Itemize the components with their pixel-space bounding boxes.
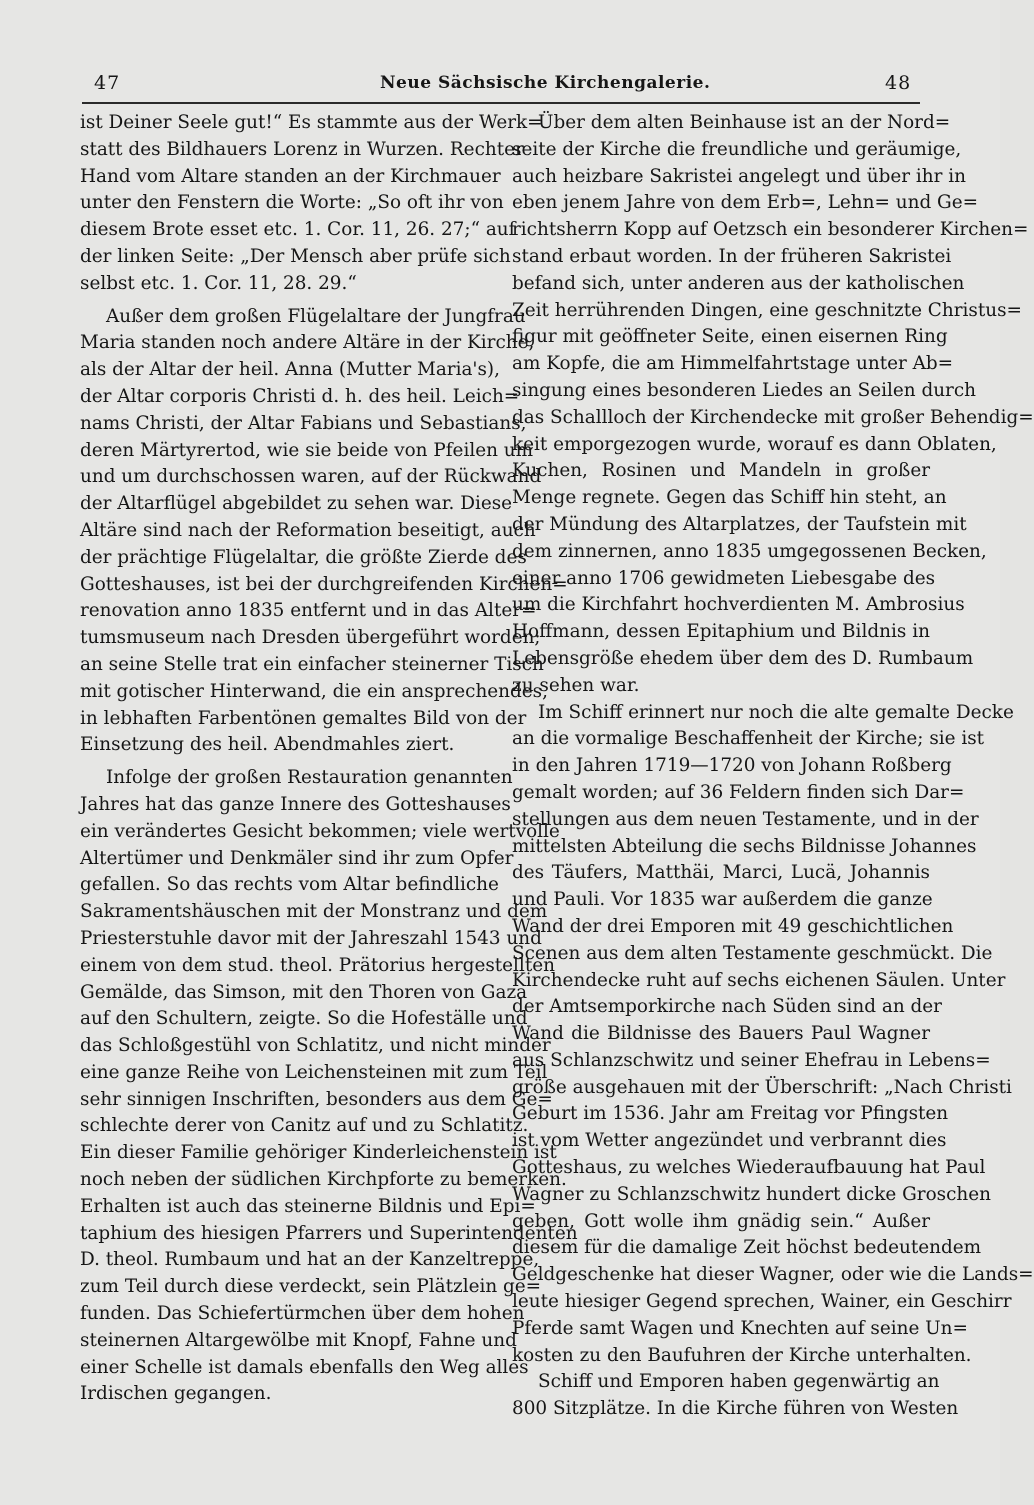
text-line: an die vormalige Beschaffenheit der Kirche; sie ist — [512, 728, 985, 750]
text-line: aus Schlanzschwitz und seiner Ehefrau in Lebens= — [512, 1049, 991, 1071]
text-line: Hand vom Altare standen an der Kirchmauer — [80, 165, 501, 187]
text-line: einer anno 1706 gewidmeten Liebesgabe des — [512, 567, 936, 589]
text-line: seite der Kirche die freundliche und geräumige, — [512, 138, 962, 160]
text-line: geben, Gott wolle ihm gnädig sein.“ Außer — [512, 1210, 930, 1232]
text-line: Altertümer und Denkmäler sind ihr zum Opfer — [80, 847, 514, 869]
text-line: Über dem alten Beinhause ist an der Nord= — [538, 112, 951, 133]
text-line: selbst etc. 1. Cor. 11, 28. 29.“ — [80, 272, 357, 294]
text-line: funden. Das Schiefertürmchen über dem hohen — [80, 1303, 525, 1325]
text-line: an seine Stelle trat ein einfacher steinerner Tisch — [80, 653, 544, 675]
text-line: Scenen aus dem alten Testamente geschmückt. Die — [512, 942, 993, 964]
right-column — [512, 110, 1034, 1423]
text-line: der Altarflügel abgebildet zu sehen war. Diese — [80, 493, 513, 515]
text-line: ist Deiner Seele gut!“ Es stammte aus der Werk= — [80, 112, 543, 133]
text-line: einer Schelle ist damals ebenfalls den Weg alles — [80, 1356, 529, 1378]
page-number-left: 47 — [94, 72, 121, 94]
text-line: Sakramentshäuschen mit der Monstranz und dem — [80, 901, 548, 923]
text-line: stand erbaut worden. In der früheren Sakristei — [512, 245, 952, 267]
text-line: nams Christi, der Altar Fabians und Sebastians, — [80, 412, 527, 434]
text-line: Kirchendecke ruht auf sechs eichenen Säulen. Unter — [512, 969, 1006, 991]
page-number-right: 48 — [885, 72, 912, 94]
text-line: figur mit geöffneter Seite, einen eisernen Ring — [512, 326, 948, 348]
text-line: Einsetzung des heil. Abendmahles ziert. — [80, 734, 455, 756]
text-line: das Schloßgestühl von Schlatitz, und nicht minder — [80, 1035, 551, 1057]
text-line: Erhalten ist auch das steinerne Bildnis und Epi= — [80, 1195, 536, 1217]
text-line: Altäre sind nach der Reformation beseitigt, auch — [80, 519, 536, 541]
text-line: das Schallloch der Kirchendecke mit großer Behendig= — [512, 406, 1034, 428]
text-line: befand sich, unter anderen aus der katholischen — [512, 272, 965, 294]
text-line: Außer dem großen Flügelaltare der Jungfrau — [106, 305, 526, 327]
text-line: D. theol. Rumbaum und hat an der Kanzeltreppe, — [80, 1249, 540, 1271]
text-line: ist vom Wetter angezündet und verbrannt dies — [512, 1130, 947, 1152]
text-line: als der Altar der heil. Anna (Mutter Maria's), — [80, 359, 500, 381]
text-line: gefallen. So das rechts vom Altar befindliche — [80, 874, 499, 896]
text-line: tumsmuseum nach Dresden übergeführt worden; — [80, 627, 541, 649]
text-line: um die Kirchfahrt hochverdienten M. Ambrosius — [512, 594, 965, 616]
text-line: Schiff und Emporen haben gegenwärtig an — [538, 1371, 940, 1393]
text-line: schlechte derer von Canitz auf und zu Schlatitz. — [80, 1115, 529, 1137]
text-line: 800 Sitzplätze. In die Kirche führen von Westen — [512, 1398, 959, 1420]
text-line: Geldgeschenke hat dieser Wagner, oder wie die Lands= — [512, 1264, 1034, 1286]
text-line: Wand die Bildnisse des Bauers Paul Wagner — [512, 1023, 930, 1045]
text-line: Im Schiff erinnert nur noch die alte gemalte Decke — [538, 701, 1014, 723]
text-line: dem zinnernen, anno 1835 umgegossenen Becken, — [512, 540, 987, 562]
text-line: Wand der drei Emporen mit 49 geschichtlichen — [512, 915, 954, 937]
text-line: gemalt worden; auf 36 Feldern finden sich Dar= — [512, 781, 965, 803]
text-line: in den Jahren 1719—1720 von Johann Roßberg — [512, 755, 952, 777]
text-line: Irdischen gegangen. — [80, 1383, 272, 1405]
text-line: eine ganze Reihe von Leichensteinen mit zum Teil — [80, 1061, 548, 1083]
text-line: Lebensgröße ehedem über dem des D. Rumbaum — [512, 647, 974, 669]
text-line: steinernen Altargewölbe mit Knopf, Fahne und — [80, 1329, 517, 1351]
text-line: mittelsten Abteilung die sechs Bildnisse Johannes — [512, 835, 977, 857]
text-line: Gotteshaus, zu welches Wiederaufbauung hat Paul — [512, 1157, 986, 1179]
text-line: Maria standen noch andere Altäre in der Kirche, — [80, 332, 535, 354]
text-line: mit gotischer Hinterwand, die ein ansprechendes, — [80, 680, 548, 702]
header-rule — [82, 102, 920, 104]
text-line: und um durchschossen waren, auf der Rückwand — [80, 466, 542, 488]
text-line: kosten zu den Baufuhren der Kirche unterhalten. — [512, 1344, 972, 1366]
text-line: Ein dieser Familie gehöriger Kinderleichenstein ist — [80, 1142, 557, 1164]
text-line: auf den Schultern, zeigte. So die Hofeställe und — [80, 1008, 528, 1030]
text-line: Gemälde, das Simson, mit den Thoren von Gaza — [80, 981, 528, 1003]
text-line: Wagner zu Schlanzschwitz hundert dicke Groschen — [512, 1183, 991, 1205]
text-line: Geburt im 1536. Jahr am Freitag vor Pfingsten — [512, 1103, 949, 1125]
text-line: stellungen aus dem neuen Testamente, und in der — [512, 808, 979, 830]
text-line: am Kopfe, die am Himmelfahrtstage unter Ab= — [512, 353, 954, 375]
text-line: Pferde samt Wagen und Knechten auf seine Un= — [512, 1317, 968, 1339]
text-line: auch heizbare Sakristei angelegt und über ihr in — [512, 165, 966, 187]
text-line: diesem für die damalige Zeit höchst bedeutendem — [512, 1237, 982, 1259]
text-line: diesem Brote esset etc. 1. Cor. 11, 26. 27;“ auf — [80, 219, 516, 241]
text-line: Menge regnete. Gegen das Schiff hin steht, an — [512, 487, 947, 509]
text-line: Zeit herrührenden Dingen, eine geschnitzte Christus= — [512, 299, 1022, 321]
text-line: größe ausgehauen mit der Überschrift: „Nach Christi — [512, 1076, 1012, 1098]
text-line: der prächtige Flügelaltar, die größte Zierde des — [80, 546, 527, 568]
text-line: Priesterstuhle davor mit der Jahreszahl 1543 und — [80, 927, 542, 949]
text-line: keit emporgezogen wurde, worauf es dann Oblaten, — [512, 433, 997, 455]
running-title: Neue Sächsische Kirchengalerie. — [380, 73, 711, 93]
text-line: in lebhaften Farbentönen gemaltes Bild von der — [80, 707, 527, 729]
text-line: Jahres hat das ganze Innere des Gotteshauses — [80, 793, 511, 815]
text-line: der linken Seite: „Der Mensch aber prüfe sich — [80, 245, 511, 267]
text-line: Gotteshauses, ist bei der durchgreifenden Kirchen= — [80, 573, 568, 595]
text-line: sehr sinnigen Inschriften, besonders aus dem Ge= — [80, 1088, 553, 1110]
text-line: ein verändertes Gesicht bekommen; viele wertvolle — [80, 820, 560, 842]
text-line: der Amtsemporkirche nach Süden sind an der — [512, 996, 942, 1018]
text-line: singung eines besonderen Liedes an Seilen durch — [512, 379, 976, 401]
text-line: zu sehen war. — [512, 674, 640, 696]
text-line: Hoffmann, dessen Epitaphium und Bildnis in — [512, 621, 930, 643]
text-line: zum Teil durch diese verdeckt, sein Plätzlein ge= — [80, 1276, 542, 1298]
left-column — [80, 110, 578, 1408]
text-line: Kuchen, Rosinen und Mandeln in großer — [512, 460, 930, 482]
text-line: deren Märtyrertod, wie sie beide von Pfeilen um — [80, 439, 534, 461]
text-line: statt des Bildhauers Lorenz in Wurzen. Rechter — [80, 138, 524, 160]
text-line: leute hiesiger Gegend sprechen, Wainer, ein Geschirr — [512, 1291, 1012, 1313]
text-line: Infolge der großen Restauration genannten — [106, 767, 513, 789]
text-line: taphium des hiesigen Pfarrers und Superintendenten — [80, 1222, 578, 1244]
text-line: renovation anno 1835 entfernt und in das Alter= — [80, 600, 537, 622]
text-line: und Pauli. Vor 1835 war außerdem die ganze — [512, 889, 933, 911]
text-line: der Mündung des Altarplatzes, der Taufstein mit — [512, 513, 967, 535]
text-line: des Täufers, Matthäi, Marci, Lucä, Johannis — [512, 862, 930, 884]
text-line: richtsherrn Kopp auf Oetzsch ein besonderer Kirchen= — [512, 219, 1029, 241]
text-line: einem von dem stud. theol. Prätorius hergestellten — [80, 954, 555, 976]
text-line: unter den Fenstern die Worte: „So oft ihr von — [80, 192, 504, 214]
text-line: eben jenem Jahre von dem Erb=, Lehn= und Ge= — [512, 192, 979, 214]
text-line: der Altar corporis Christi d. h. des heil. Leich= — [80, 385, 520, 407]
text-line: noch neben der südlichen Kirchpforte zu bemerken. — [80, 1169, 567, 1191]
page-header — [0, 0, 1000, 100]
